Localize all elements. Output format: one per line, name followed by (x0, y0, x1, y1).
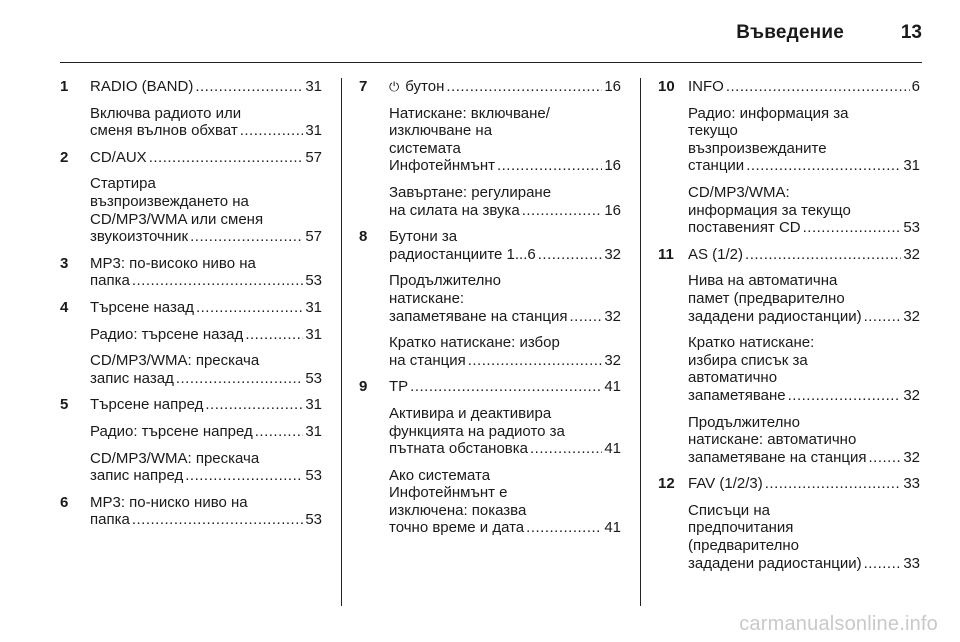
page-reference[interactable]: 57 (305, 228, 322, 246)
entry-text: на силата на звука (389, 201, 520, 219)
entry-reference-line (389, 378, 621, 396)
entry-text-line: възпроизвежданите (688, 139, 827, 157)
entry-text: RADIO (BAND) (90, 78, 194, 95)
entry-description (90, 175, 322, 245)
entry-text: CD/AUX (90, 148, 147, 166)
entry-reference-line (90, 228, 322, 246)
dot-leader (726, 78, 910, 96)
dot-leader (765, 475, 902, 493)
dot-leader (410, 378, 602, 396)
entry-heading (90, 149, 322, 167)
entry-text: зададени радиостанции) (688, 307, 862, 325)
entry-text-line: системата (389, 139, 461, 157)
dot-leader (530, 440, 602, 458)
entry-heading (389, 78, 621, 96)
entry-text: запаметяване на станция (688, 448, 867, 466)
dot-leader (195, 78, 303, 96)
entry-text-line: натискане: автоматично (688, 431, 857, 449)
page-reference[interactable]: 32 (903, 448, 920, 466)
entry-text: INFO (688, 78, 724, 95)
entry-number: 5 (60, 396, 69, 414)
page-reference[interactable]: 31 (903, 157, 920, 175)
page-reference[interactable]: 31 (305, 298, 322, 316)
entry-heading (688, 475, 920, 493)
entry-text: поставеният CD (688, 219, 801, 237)
entry-reference-line (389, 440, 621, 458)
entry-number: 1 (60, 78, 69, 95)
index-column-3 (658, 78, 920, 572)
entry-text-line: Завъртане: регулиране (389, 183, 552, 201)
entry-number: 12 (658, 475, 675, 493)
entry-text-line: Включва радиото или (90, 104, 242, 122)
dot-leader (176, 370, 303, 388)
entry-description (688, 502, 920, 572)
entry-text-line: текущо (688, 122, 738, 140)
page-reference[interactable]: 41 (604, 440, 621, 458)
entry-text: ⏻ бутон (389, 78, 445, 95)
entry-text-line: Активира и деактивира (389, 404, 552, 422)
entry-text-line: Ако системата (389, 466, 491, 484)
page-reference[interactable]: 31 (305, 396, 322, 414)
index-entry (60, 255, 322, 290)
entry-text-line: Радио: информация за (688, 104, 849, 122)
entry-reference-line (90, 326, 322, 344)
page-reference[interactable]: 53 (305, 511, 322, 529)
page-reference[interactable]: 31 (305, 122, 322, 140)
page-reference[interactable]: 41 (604, 519, 621, 537)
entry-reference-line (90, 467, 322, 485)
entry-reference-line (389, 308, 621, 326)
page-reference[interactable]: 31 (305, 325, 322, 343)
page-reference[interactable]: 32 (604, 245, 621, 263)
entry-heading (90, 78, 322, 96)
entry-number: 9 (359, 378, 368, 396)
entry-text: Инфотейнмънт (389, 157, 495, 175)
dot-leader (497, 157, 602, 175)
entry-text: запис напред (90, 467, 184, 485)
entry-number: 11 (658, 245, 674, 263)
entry-reference-line (90, 370, 322, 388)
entry-text: Търсене назад (90, 298, 194, 316)
entry-text: запаметяване (688, 386, 786, 404)
entry-heading (90, 396, 322, 414)
entry-description (389, 467, 621, 537)
entry-reference-line (688, 387, 920, 405)
entry-heading (90, 494, 322, 529)
entry-text: сменя вълнов обхват (90, 122, 238, 140)
page-reference[interactable]: 53 (305, 467, 322, 485)
column-divider (341, 78, 342, 606)
dot-leader (132, 511, 303, 529)
page-reference[interactable]: 31 (305, 422, 322, 440)
entry-text-line: MP3: по-ниско ниво на (90, 493, 248, 511)
dot-leader (245, 326, 303, 344)
dot-leader (745, 246, 901, 264)
page-reference[interactable]: 53 (903, 219, 920, 237)
entry-text: запис назад (90, 369, 174, 387)
entry-reference-line (688, 555, 920, 573)
entry-text: папка (90, 511, 130, 529)
entry-text-line: функцията на радиото за (389, 422, 565, 440)
entry-text: на станция (389, 351, 466, 369)
dot-leader (526, 519, 602, 537)
entry-number: 8 (359, 228, 368, 246)
entry-reference-line (688, 219, 920, 237)
watermark: carmanualsonline.info (739, 613, 938, 635)
dot-leader (538, 246, 603, 264)
page-reference[interactable]: 53 (305, 369, 322, 387)
entry-description (688, 105, 920, 175)
entry-text: точно време и дата (389, 519, 525, 537)
page-reference[interactable]: 32 (604, 351, 621, 369)
dot-leader (868, 449, 901, 467)
page-reference[interactable]: 32 (604, 307, 621, 325)
page-reference[interactable]: 57 (305, 148, 322, 166)
entry-number: 3 (60, 254, 69, 272)
entry-reference-line (389, 202, 621, 220)
dot-leader (190, 228, 303, 246)
index-entry (658, 78, 920, 237)
page-reference[interactable]: 33 (903, 554, 920, 572)
entry-description (389, 272, 621, 325)
entry-text-line: автоматично (688, 369, 778, 387)
entry-description (389, 334, 621, 369)
dot-leader (149, 149, 304, 167)
entry-text: зададени радиостанции) (688, 554, 862, 572)
entry-description (688, 184, 920, 237)
entry-text-line: предпочитания (688, 519, 794, 537)
entry-text-line: CD/MP3/WMA или сменя (90, 210, 264, 228)
dot-leader (205, 396, 303, 414)
page-reference[interactable]: 32 (903, 245, 920, 263)
entry-description (90, 105, 322, 140)
entry-description (90, 450, 322, 485)
page-title: Въведение (736, 22, 844, 43)
entry-reference-line (90, 272, 322, 290)
entry-reference-line (90, 149, 322, 167)
page-number: 13 (900, 22, 922, 43)
page-reference[interactable]: 33 (903, 475, 920, 493)
entry-text: AS (1/2) (688, 245, 744, 263)
entry-text-line: памет (предварително (688, 289, 845, 307)
dot-leader (569, 308, 602, 326)
entry-description (389, 184, 621, 219)
entry-text: папка (90, 272, 130, 290)
entry-reference-line (90, 299, 322, 317)
entry-heading (389, 228, 621, 263)
entry-description (389, 405, 621, 458)
page-reference[interactable]: 32 (903, 307, 920, 325)
entry-text: Радио: търсене назад (90, 325, 244, 343)
page-reference[interactable]: 32 (903, 386, 920, 404)
entry-text: TP (389, 378, 409, 396)
entry-text: FAV (1/2/3) (688, 475, 763, 493)
entry-reference-line (688, 246, 920, 264)
entry-reference-line (90, 423, 322, 441)
entry-number: 7 (359, 78, 368, 95)
entry-text-line: Нива на автоматична (688, 272, 838, 290)
page-reference[interactable]: 6 (911, 78, 920, 95)
page-reference[interactable]: 16 (604, 157, 621, 175)
page-reference[interactable]: 41 (604, 378, 621, 396)
page-reference[interactable]: 16 (604, 201, 621, 219)
dot-leader (132, 272, 303, 290)
dot-leader (864, 555, 902, 573)
entry-heading (389, 378, 621, 396)
entry-heading (688, 78, 920, 96)
entry-reference-line (90, 396, 322, 414)
index-entry (60, 396, 322, 484)
entry-description (688, 272, 920, 325)
dot-leader (185, 467, 303, 485)
page-header (60, 0, 922, 63)
index-entry (359, 228, 621, 369)
entry-text-line: Натискане: включване/ (389, 104, 550, 122)
entry-reference-line (688, 475, 920, 493)
entry-reference-line (389, 157, 621, 175)
index-entry (60, 78, 322, 140)
entry-text: радиостанциите 1...6 (389, 245, 536, 263)
entry-text-line: Бутони за (389, 228, 458, 246)
power-icon: ⏻ (389, 79, 400, 94)
dot-leader (746, 157, 901, 175)
index-entry (359, 78, 621, 219)
dot-leader (788, 387, 902, 405)
entry-text-line: Инфотейнмънт е (389, 484, 508, 502)
entry-reference-line (90, 78, 322, 96)
page-reference[interactable]: 53 (305, 272, 322, 290)
entry-heading (90, 299, 322, 317)
entry-text-line: Кратко натискане: (688, 334, 815, 352)
entry-text-line: (предварително (688, 537, 800, 555)
entry-heading (90, 255, 322, 290)
entry-text-line: MP3: по-високо ниво на (90, 254, 256, 272)
entry-reference-line (688, 449, 920, 467)
entry-reference-line (688, 308, 920, 326)
entry-text-line: Кратко натискане: избор (389, 334, 560, 352)
dot-leader (255, 423, 304, 441)
entry-text: Търсене напред (90, 396, 204, 414)
entry-number: 2 (60, 148, 69, 166)
entry-text-line: изключена: показва (389, 501, 527, 519)
entry-text-line: изключване на (389, 122, 493, 140)
entry-reference-line (688, 157, 920, 175)
index-column-2 (359, 78, 621, 537)
dot-leader (196, 299, 303, 317)
entry-text: звукоизточник (90, 228, 189, 246)
entry-text: запаметяване на станция (389, 307, 568, 325)
entry-text: пътната обстановка (389, 440, 529, 458)
entry-text-line: CD/MP3/WMA: прескача (90, 449, 260, 467)
entry-reference-line (90, 511, 322, 529)
entry-text-line: Продължително (389, 272, 502, 290)
entry-description (90, 423, 322, 441)
entry-number: 6 (60, 493, 69, 511)
entry-reference-line (688, 78, 920, 96)
index-entry (658, 475, 920, 572)
dot-leader (864, 308, 902, 326)
entry-number: 4 (60, 298, 69, 316)
dot-leader (468, 352, 603, 370)
column-divider (640, 78, 641, 606)
entry-text-line: Списъци на (688, 501, 770, 519)
entry-text: Радио: търсене напред (90, 422, 253, 440)
page-reference[interactable]: 31 (305, 78, 322, 95)
entry-description (389, 105, 621, 175)
entry-text-line: възпроизвеждането на (90, 192, 249, 210)
entry-reference-line (389, 246, 621, 264)
entry-text-line: натискане: (389, 289, 465, 307)
index-entry (658, 246, 920, 467)
dot-leader (522, 202, 603, 220)
index-column-1 (60, 78, 322, 529)
dot-leader (803, 219, 902, 237)
page-reference[interactable]: 16 (604, 78, 621, 95)
entry-text-line: CD/MP3/WMA: прескача (90, 352, 260, 370)
entry-text: станции (688, 157, 745, 175)
entry-reference-line (389, 519, 621, 537)
entry-reference-line (90, 122, 322, 140)
index-entry (60, 494, 322, 529)
index-entry (359, 378, 621, 537)
entry-description (90, 326, 322, 344)
entry-description (90, 352, 322, 387)
entry-number: 10 (658, 78, 675, 95)
entry-text-line: информация за текущо (688, 201, 851, 219)
entry-heading (688, 246, 920, 264)
index-entry (60, 299, 322, 387)
entry-text-line: CD/MP3/WMA: (688, 183, 790, 201)
dot-leader (240, 122, 304, 140)
entry-text-line: Продължително (688, 413, 801, 431)
index-entry (60, 149, 322, 246)
entry-reference-line (389, 352, 621, 370)
entry-description (688, 414, 920, 467)
dot-leader (446, 78, 602, 96)
entry-description (688, 334, 920, 404)
entry-text-line: Стартира (90, 175, 156, 193)
entry-text-line: избира списък за (688, 351, 808, 369)
entry-reference-line (389, 78, 621, 96)
